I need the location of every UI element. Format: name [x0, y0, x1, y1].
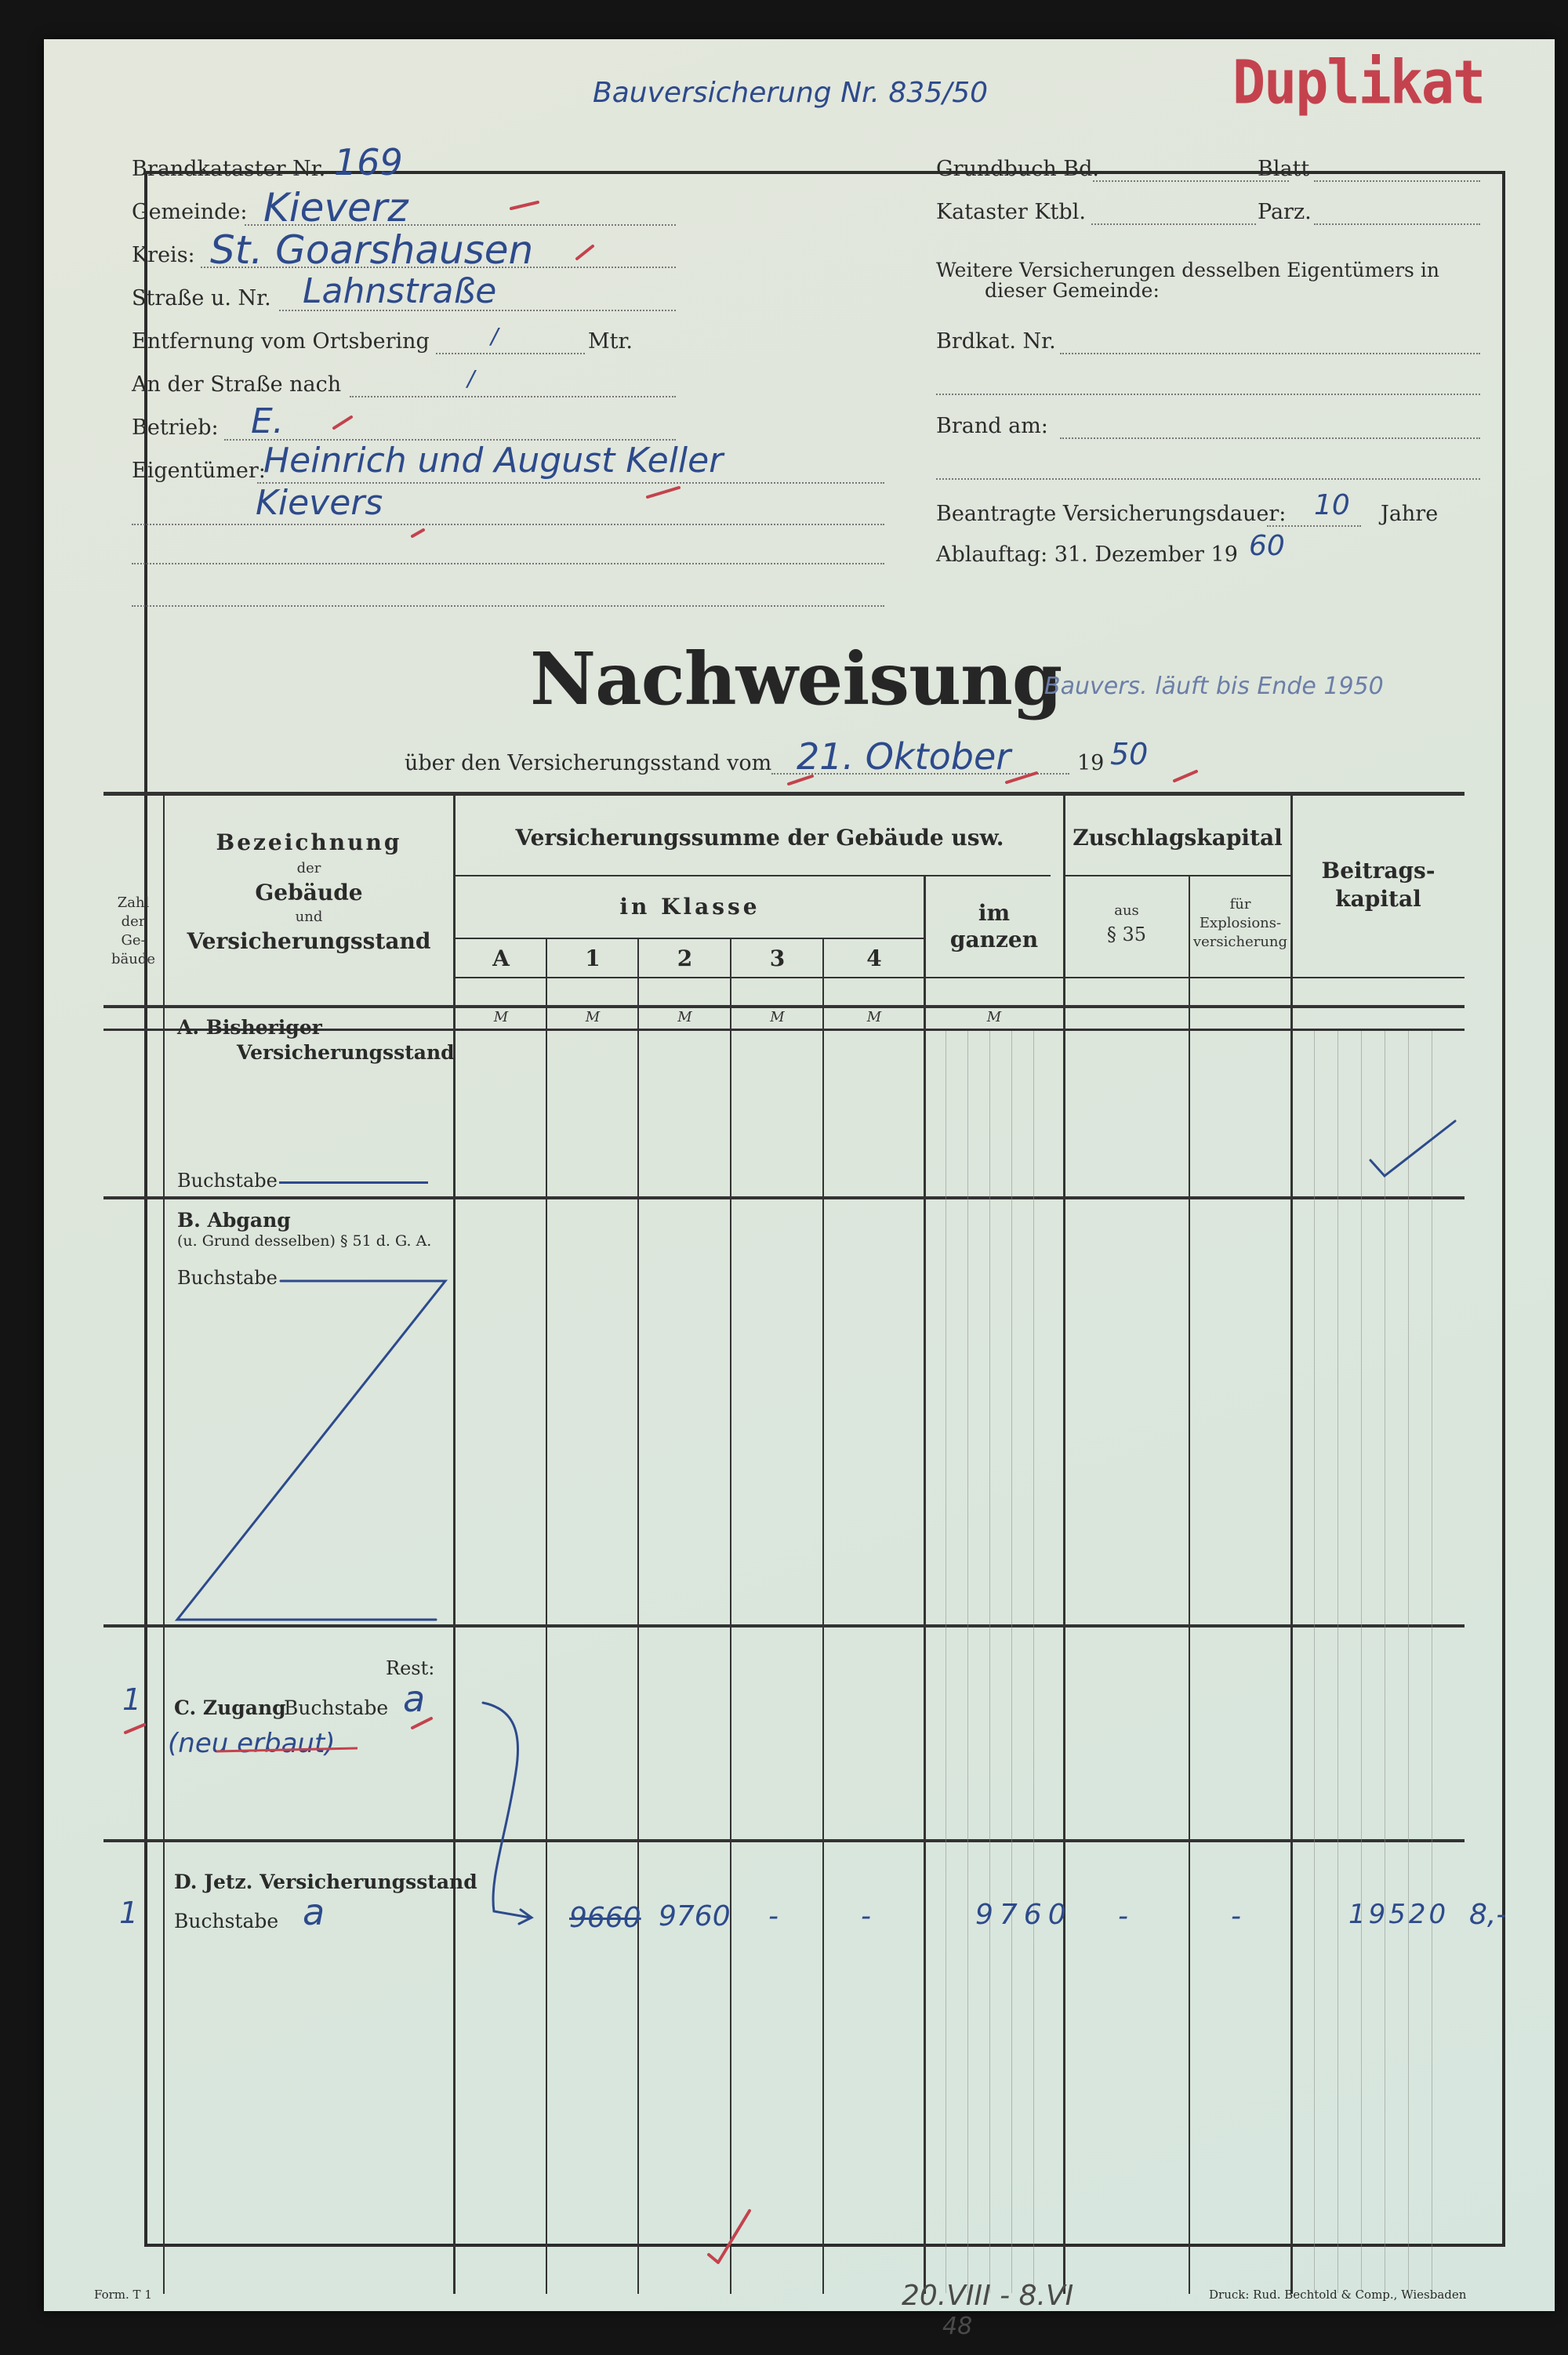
- vsum-header: Versicherungssumme der Gebäude usw.: [515, 825, 1004, 851]
- class-1: 1: [585, 945, 601, 971]
- strasse-label: Straße u. Nr.: [132, 286, 271, 310]
- unit-1: M: [585, 1009, 601, 1025]
- class-4: 4: [866, 945, 882, 971]
- entfernung-unit: Mtr.: [588, 329, 633, 354]
- brandkataster-label: Brandkataster Nr.: [132, 157, 326, 181]
- beitrags-label: Beitrags-: [1321, 858, 1436, 884]
- d-value-class3: -: [861, 1900, 871, 1932]
- rest-label: Rest:: [386, 1657, 435, 1679]
- class-2: 2: [677, 945, 693, 971]
- section-d-letter: a: [303, 1891, 325, 1933]
- handwritten-reference: Bauversicherung Nr. 835/50: [593, 77, 989, 109]
- bez-gebaeude: Gebäude: [255, 880, 363, 905]
- d-value-aus35: -: [1118, 1900, 1128, 1932]
- unit-3: M: [770, 1009, 785, 1025]
- blatt-label: Blatt: [1258, 157, 1310, 181]
- section-c-letter: a: [403, 1678, 426, 1720]
- section-b-sub: (u. Grund desselben) § 51 d. G. A.: [177, 1232, 432, 1250]
- section-a-buchstabe: Buchstabe: [177, 1170, 278, 1192]
- handwriting-strokes: [44, 39, 1555, 2311]
- eigentuemer-label: Eigentümer:: [132, 459, 266, 483]
- betrieb-label: Betrieb:: [132, 415, 219, 440]
- section-c-count: 1: [122, 1682, 142, 1717]
- grundbuch-label: Grundbuch Bd.: [936, 157, 1100, 181]
- klasse-header: in Klasse: [619, 894, 760, 920]
- brand-label: Brand am:: [936, 414, 1048, 438]
- section-c-note: (neu erbaut): [168, 1728, 336, 1759]
- entfernung-label: Entfernung vom Ortsbering: [132, 329, 430, 354]
- bez-und: und: [295, 909, 323, 925]
- bez-stand: Versicherungsstand: [187, 928, 431, 954]
- zuschlag-header: Zuschlagskapital: [1073, 825, 1283, 851]
- gemeinde-value: Kieverz: [263, 185, 408, 230]
- unit-A: M: [493, 1009, 509, 1025]
- class-A: A: [492, 945, 510, 971]
- stand-vom-year: 50: [1110, 737, 1149, 771]
- kapital-label: kapital: [1335, 886, 1421, 912]
- dauer-label: Beantragte Versicherungsdauer:: [936, 502, 1287, 526]
- ablauf-label: Ablauftag: 31. Dezember 19: [936, 542, 1238, 567]
- brandkataster-value: 169: [334, 141, 403, 183]
- kataster-label: Kataster Ktbl.: [936, 200, 1086, 224]
- ablauf-value: 60: [1249, 530, 1285, 562]
- footer-hand-note-2: 48: [942, 2313, 973, 2340]
- an-der-strasse-value: /: [467, 365, 475, 391]
- stand-vom-date: 21. Oktober: [797, 735, 1011, 778]
- document-title: Nachweisung: [530, 637, 1062, 721]
- stand-vom-year-prefix: 19: [1077, 751, 1105, 775]
- d-value-beitrag: 19520: [1348, 1899, 1450, 1930]
- d-value-class2: -: [768, 1900, 779, 1932]
- d-value-extra: 8,-: [1469, 1899, 1507, 1931]
- kreis-label: Kreis:: [132, 243, 195, 267]
- eigentuemer-value-2: Kievers: [256, 483, 383, 523]
- section-b-title: B. Abgang: [177, 1209, 291, 1232]
- im-label: im: [978, 900, 1011, 926]
- d-value-class1: 9760: [659, 1900, 731, 1932]
- unit-2: M: [677, 1009, 692, 1025]
- dauer-unit: Jahre: [1381, 502, 1439, 526]
- section-c-title: C. Zugang: [174, 1696, 286, 1719]
- section-b-buchstabe: Buchstabe: [177, 1267, 278, 1289]
- title-side-note: Bauvers. läuft bis Ende 1950: [1044, 673, 1384, 700]
- section-a-title: A. Bisheriger: [177, 1016, 322, 1039]
- d-value-explosion: -: [1231, 1900, 1241, 1932]
- duplikat-stamp: Duplikat: [1232, 46, 1485, 118]
- weitere-line1: Weitere Versicherungen desselben Eigentümers in: [936, 259, 1439, 281]
- betrieb-value: E.: [251, 401, 284, 441]
- zahl-header: Zahl der Ge- bäude: [111, 894, 156, 967]
- bezeichnung-header: Bezeichnung: [216, 829, 402, 855]
- section-a-title2: Versicherungsstand: [237, 1041, 455, 1064]
- ganzen-label: ganzen: [949, 927, 1039, 953]
- weitere-line2: dieser Gemeinde:: [985, 279, 1160, 302]
- unit-4: M: [866, 1009, 882, 1025]
- unit-ganzen: M: [986, 1009, 1002, 1025]
- strasse-value: Lahnstraße: [303, 271, 497, 311]
- section-c-buchstabe: Buchstabe: [284, 1696, 389, 1719]
- section-d-count: 1: [119, 1896, 139, 1930]
- section-d-buchstabe: Buchstabe: [174, 1910, 279, 1932]
- entfernung-value: /: [491, 323, 499, 349]
- aus-label: aus: [1114, 902, 1139, 919]
- explosions-label: Explosions-: [1199, 915, 1282, 931]
- gemeinde-label: Gemeinde:: [132, 200, 248, 224]
- kreis-value: St. Goarshausen: [210, 227, 534, 273]
- section-d-title: D. Jetz. Versicherungsstand: [174, 1871, 477, 1893]
- printer-credit: Druck: Rud. Bechtold & Comp., Wiesbaden: [1209, 2288, 1467, 2302]
- versicherung-label: versicherung: [1192, 934, 1288, 950]
- eigentuemer-value-1: Heinrich und August Keller: [263, 441, 724, 481]
- stand-vom-label: über den Versicherungsstand vom: [405, 751, 772, 775]
- form-code: Form. T 1: [94, 2288, 152, 2302]
- an-der-strasse-label: An der Straße nach: [132, 372, 342, 397]
- class-3: 3: [769, 945, 786, 971]
- bez-der: der: [296, 860, 321, 876]
- d-value-a-struck: 9660: [569, 1902, 641, 1934]
- para35-label: § 35: [1106, 923, 1147, 945]
- dauer-value: 10: [1314, 489, 1350, 521]
- form-sheet: [44, 39, 1555, 2340]
- fuer-label: für: [1229, 896, 1251, 913]
- footer-hand-note-1: 20.VIII - 8.VI: [902, 2280, 1074, 2312]
- brdkat-label: Brdkat. Nr.: [936, 329, 1056, 354]
- d-value-im-ganzen: 9760: [975, 1899, 1073, 1931]
- parz-label: Parz.: [1258, 200, 1312, 224]
